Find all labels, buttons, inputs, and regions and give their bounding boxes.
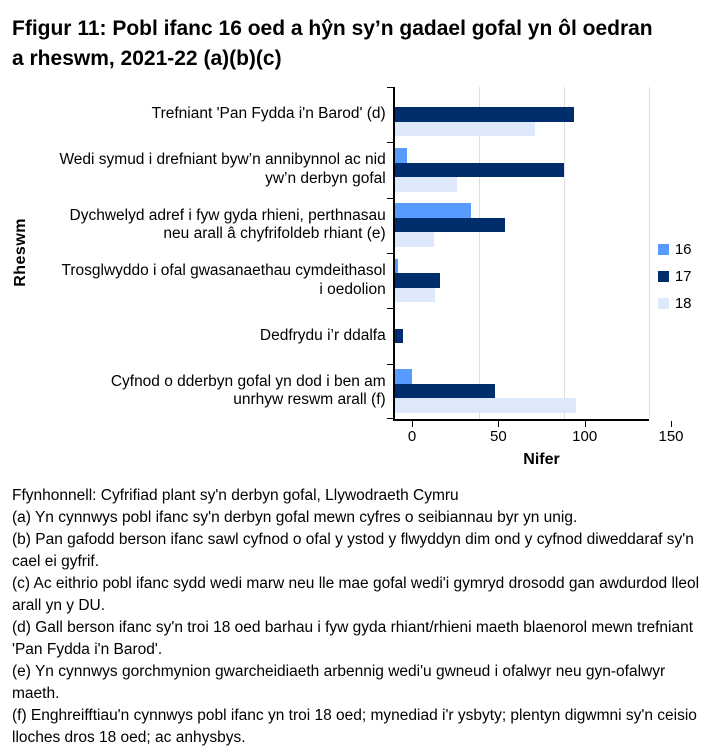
legend-label: 18	[674, 295, 692, 313]
bar-age-18	[395, 122, 536, 137]
bar-age-17	[395, 163, 564, 178]
y-axis-tick	[387, 418, 393, 419]
y-axis-tick	[387, 198, 393, 199]
legend-swatch-18	[658, 298, 669, 309]
category-label: Trosglwyddo i ofal gwasanaethau cymdeithasol i oedolion	[61, 261, 386, 298]
bar-group	[395, 198, 649, 253]
footnotes	[12, 485, 700, 749]
legend-item-16	[658, 241, 700, 258]
bar-age-17	[395, 384, 495, 399]
legend-label: 17	[674, 268, 692, 286]
bar-group	[395, 87, 649, 142]
legend-item-17	[658, 268, 700, 285]
category-labels	[57, 87, 393, 419]
bar-age-17	[395, 107, 575, 122]
x-tick-label-50: 50	[489, 427, 507, 445]
legend-swatch-16	[658, 244, 669, 255]
x-tick-label-100: 100	[572, 427, 598, 445]
bar-age-16	[395, 203, 471, 218]
source-line: Ffynhonnell: Cyfrifiad plant sy'n derbyn gofal, Llywodraeth Cymru	[12, 486, 459, 504]
category-label: Trefniant 'Pan Fydda i'n Barod' (d)	[151, 105, 386, 123]
chart-legend	[649, 111, 700, 443]
bar-age-18	[395, 177, 458, 192]
bar-age-18	[395, 288, 436, 303]
y-axis-tick	[387, 142, 393, 143]
legend-label: 16	[674, 241, 692, 259]
bar-group	[395, 142, 649, 197]
y-axis-title: Rheswm	[12, 218, 29, 288]
bar-age-16	[395, 259, 398, 274]
bar-age-17	[395, 218, 505, 233]
category-label: Dychwelyd adref i fyw gyda rhieni, perthnasau neu arall â chyfrifoldeb rhiant (e)	[69, 206, 386, 243]
bar-group	[395, 253, 649, 308]
footnote-a: (a) Yn cynnwys pobl ifanc sy'n derbyn gofal mewn cyfres o seibiannau byr yn unig.	[12, 508, 578, 526]
y-axis-tick	[387, 253, 393, 254]
plot-area	[393, 87, 649, 421]
bar-age-17	[395, 273, 441, 288]
y-axis-tick	[387, 364, 393, 365]
bar-age-16	[395, 148, 407, 163]
x-axis-tick	[671, 421, 672, 427]
y-axis-tick	[387, 308, 393, 309]
figure-title: Ffigur 11: Pobl ifanc 16 oed a hŷn sy’n gadael gofal yn ôl oedran a rheswm, 2021-22 (a)(b)(c)	[12, 17, 653, 71]
bar-group	[395, 308, 649, 363]
x-tick-label-0: 0	[407, 427, 417, 445]
bar-age-17	[395, 329, 403, 344]
footnote-b: (b) Pan gafodd berson ifanc sawl cyfnod o ofal y ystod y flwyddyn dim ond y cyfnod diweddaraf sy'n cael ei gyfrif.	[12, 530, 694, 570]
category-label: Cyfnod o dderbyn gofal yn dod i ben am unrhyw reswm arall (f)	[110, 372, 386, 409]
x-axis-tick	[585, 421, 586, 427]
x-axis-title: Nifer	[523, 450, 560, 468]
footnote-e: (e) Yn cynnwys gorchmynion gwarcheidiaeth arbennig wedi'u gwneud i ofalwyr neu gyn-ofalwyr maeth.	[12, 662, 666, 702]
bar-age-18	[395, 398, 576, 413]
bar-group	[395, 364, 649, 419]
x-axis-tick	[412, 421, 413, 427]
x-axis-tick	[498, 421, 499, 427]
y-axis-tick	[387, 87, 393, 88]
footnote-f: (f) Enghreifftiau'n cynnwys pobl ifanc yn troi 18 oed; mynediad i'r ysbyty; plentyn digwmni sy'n ceisio lloches dros 18 oed; ac anhysbys.	[12, 706, 697, 746]
x-tick-label-150: 150	[658, 427, 684, 445]
y-axis-title-column	[12, 87, 57, 419]
category-label: Dedfrydu i’r ddalfa	[259, 326, 386, 344]
bar-chart	[12, 87, 700, 421]
bar-age-16	[395, 369, 412, 384]
legend-swatch-17	[658, 271, 669, 282]
footnote-d: (d) Gall berson ifanc sy'n troi 18 oed barhau i fyw gyda rhiant/rhieni maeth blaenorol mewn trefniant 'Pan Fydda i'n Barod'.	[12, 618, 694, 658]
bar-age-18	[395, 232, 434, 247]
footnote-c: (c) Ac eithrio pobl ifanc sydd wedi marw neu lle mae gofal wedi'i gymryd drosodd gan awdurdod lleol arall yn y DU.	[12, 574, 700, 614]
category-label: Wedi symud i drefniant byw’n annibynnol ac nid yw’n derbyn gofal	[59, 151, 386, 187]
legend-item-18	[658, 295, 700, 312]
x-axis	[407, 421, 684, 449]
